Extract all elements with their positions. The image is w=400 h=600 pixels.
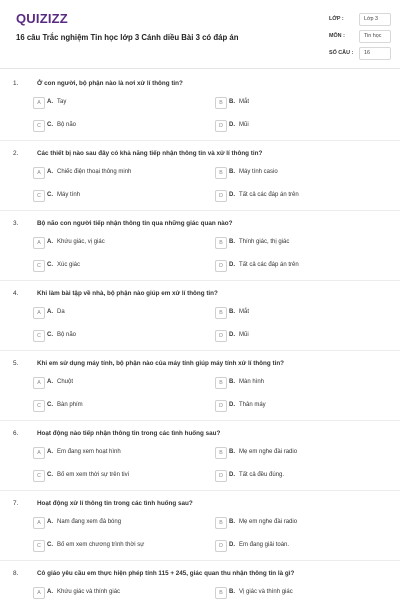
option-b[interactable] xyxy=(215,377,355,389)
option-d[interactable] xyxy=(215,260,355,272)
question-number: 8. xyxy=(13,570,19,577)
option-letter: D. xyxy=(229,402,235,408)
option-text: Nam đang xem đá bóng xyxy=(57,519,122,525)
option-b[interactable] xyxy=(215,167,355,179)
option-checkbox[interactable]: B xyxy=(215,167,227,179)
option-c[interactable] xyxy=(33,120,173,132)
option-checkbox[interactable]: C xyxy=(33,330,45,342)
option-text: Em đang xem hoạt hình xyxy=(57,449,121,455)
option-b[interactable] xyxy=(215,237,355,249)
question-divider xyxy=(0,280,400,281)
option-checkbox[interactable]: B xyxy=(215,237,227,249)
question-divider xyxy=(0,350,400,351)
option-letter: C. xyxy=(47,122,53,128)
option-c[interactable] xyxy=(33,540,173,552)
option-checkbox[interactable]: C xyxy=(33,400,45,412)
question-number: 4. xyxy=(13,290,19,297)
option-text: Khứu giác, vị giác xyxy=(57,239,105,245)
meta-subject xyxy=(326,30,390,44)
option-checkbox[interactable]: C xyxy=(33,190,45,202)
option-checkbox[interactable]: A xyxy=(33,447,45,459)
option-text: Bố em xem thời sự trên tivi xyxy=(57,472,129,478)
option-checkbox[interactable]: A xyxy=(33,237,45,249)
question-6 xyxy=(0,430,400,490)
option-letter: A. xyxy=(47,309,53,315)
option-text: Máy tính casio xyxy=(239,169,278,175)
option-letter: D. xyxy=(229,122,235,128)
question-8 xyxy=(0,570,400,600)
option-text: Mẹ em nghe đài radio xyxy=(239,519,298,525)
option-text: Mũi xyxy=(239,122,249,128)
question-text: Hoạt động xử lí thông tin trong các tình huống sau? xyxy=(37,500,193,507)
option-text: Mẹ em nghe đài radio xyxy=(239,449,298,455)
question-number: 1. xyxy=(13,80,19,87)
option-a[interactable] xyxy=(33,307,173,319)
option-checkbox[interactable]: A xyxy=(33,517,45,529)
question-number: 5. xyxy=(13,360,19,367)
option-c[interactable] xyxy=(33,330,173,342)
option-d[interactable] xyxy=(215,540,355,552)
question-7 xyxy=(0,500,400,560)
subject-label: MÔN : xyxy=(329,33,345,39)
option-a[interactable] xyxy=(33,167,173,179)
option-checkbox[interactable]: C xyxy=(33,540,45,552)
page-title: 16 câu Trắc nghiệm Tin học lớp 3 Cánh diều Bài 3 có đáp án xyxy=(16,33,239,42)
option-letter: B. xyxy=(229,169,235,175)
option-checkbox[interactable]: D xyxy=(215,400,227,412)
option-text: Tất cả các đáp án trên xyxy=(239,192,299,198)
question-divider xyxy=(0,490,400,491)
option-letter: C. xyxy=(47,472,53,478)
option-letter: A. xyxy=(47,449,53,455)
option-text: Em đang giải toán. xyxy=(239,542,290,548)
option-checkbox[interactable]: B xyxy=(215,517,227,529)
option-letter: C. xyxy=(47,332,53,338)
option-c[interactable] xyxy=(33,260,173,272)
option-text: Vị giác và thính giác xyxy=(239,589,293,595)
question-text: Bộ não con người tiếp nhận thông tin qua những giác quan nào? xyxy=(37,220,233,227)
option-d[interactable] xyxy=(215,190,355,202)
option-text: Chiếc điện thoại thông minh xyxy=(57,169,132,175)
option-letter: D. xyxy=(229,542,235,548)
option-letter: D. xyxy=(229,262,235,268)
meta-panel xyxy=(326,12,390,66)
option-text: Tất cả đều đúng. xyxy=(239,472,285,478)
option-letter: D. xyxy=(229,192,235,198)
option-c[interactable] xyxy=(33,190,173,202)
option-letter: D. xyxy=(229,332,235,338)
option-checkbox[interactable]: A xyxy=(33,377,45,389)
question-number: 6. xyxy=(13,430,19,437)
question-1 xyxy=(0,80,400,140)
count-field xyxy=(359,47,391,60)
option-checkbox[interactable]: A xyxy=(33,307,45,319)
option-letter: A. xyxy=(47,99,53,105)
meta-grade xyxy=(326,13,390,27)
option-text: Da xyxy=(57,309,65,315)
question-text: Ở con người, bộ phận nào là nơi xử lí thông tin? xyxy=(37,80,183,87)
question-4 xyxy=(0,290,400,350)
option-checkbox[interactable]: D xyxy=(215,190,227,202)
option-text: Thân máy xyxy=(239,402,266,408)
option-letter: C. xyxy=(47,402,53,408)
option-letter: B. xyxy=(229,519,235,525)
count-label: SỐ CÂU : xyxy=(329,50,354,56)
question-text: Khi làm bài tập về nhà, bộ phận nào giúp em xử lí thông tin? xyxy=(37,290,218,297)
option-checkbox[interactable]: C xyxy=(33,120,45,132)
option-text: Mắt xyxy=(239,99,250,105)
option-b[interactable] xyxy=(215,307,355,319)
option-letter: B. xyxy=(229,309,235,315)
question-divider xyxy=(0,420,400,421)
option-b[interactable] xyxy=(215,447,355,459)
page-header xyxy=(0,0,400,70)
option-checkbox[interactable]: C xyxy=(33,260,45,272)
option-text: Bàn phím xyxy=(57,402,83,408)
option-checkbox[interactable]: D xyxy=(215,330,227,342)
option-d[interactable] xyxy=(215,330,355,342)
option-checkbox[interactable]: A xyxy=(33,587,45,599)
quizizz-logo: QUIZIZZ xyxy=(16,11,68,26)
question-number: 3. xyxy=(13,220,19,227)
option-a[interactable] xyxy=(33,237,173,249)
option-text: Bộ não xyxy=(57,332,77,338)
option-letter: C. xyxy=(47,192,53,198)
option-checkbox[interactable]: B xyxy=(215,447,227,459)
question-number: 7. xyxy=(13,500,19,507)
option-checkbox[interactable]: C xyxy=(33,470,45,482)
grade-label: LỚP : xyxy=(329,16,344,22)
subject-field xyxy=(359,30,391,43)
option-checkbox[interactable]: B xyxy=(215,307,227,319)
option-c[interactable] xyxy=(33,400,173,412)
option-a[interactable] xyxy=(33,447,173,459)
question-text: Các thiết bị nào sau đây có khả năng tiếp nhận thông tin và xử lí thông tin? xyxy=(37,150,263,157)
option-text: Bố em xem chương trình thời sự xyxy=(57,542,145,548)
option-checkbox[interactable]: D xyxy=(215,120,227,132)
option-text: Mũi xyxy=(239,332,249,338)
option-checkbox[interactable]: D xyxy=(215,540,227,552)
question-divider xyxy=(0,140,400,141)
grade-value: Lớp 3 xyxy=(364,16,379,22)
question-3 xyxy=(0,220,400,280)
question-text: Cô giáo yêu cầu em thực hiện phép tính 115 + 245, giác quan thu nhận thông tin là gì? xyxy=(37,570,295,577)
option-letter: A. xyxy=(47,519,53,525)
option-letter: D. xyxy=(229,472,235,478)
option-text: Thính giác, thị giác xyxy=(239,239,290,245)
option-text: Xúc giác xyxy=(57,262,81,268)
option-checkbox[interactable]: D xyxy=(215,260,227,272)
option-d[interactable] xyxy=(215,400,355,412)
option-text: Bộ não xyxy=(57,122,77,128)
option-d[interactable] xyxy=(215,470,355,482)
subject-value: Tin học xyxy=(364,33,382,39)
question-divider xyxy=(0,560,400,561)
question-5 xyxy=(0,360,400,420)
option-checkbox[interactable]: B xyxy=(215,587,227,599)
header-divider xyxy=(0,68,400,69)
question-text: Khi em sử dụng máy tính, bộ phận nào của máy tính giúp máy tính xử lí thông tin? xyxy=(37,360,285,367)
option-checkbox[interactable]: B xyxy=(215,97,227,109)
option-letter: A. xyxy=(47,589,53,595)
option-text: Chuột xyxy=(57,379,74,385)
option-b[interactable] xyxy=(215,97,355,109)
question-text: Hoạt động nào tiếp nhận thông tin trong các tình huống sau? xyxy=(37,430,221,437)
option-checkbox[interactable]: D xyxy=(215,470,227,482)
option-text: Tay xyxy=(57,99,67,105)
option-text: Mắt xyxy=(239,309,250,315)
option-letter: A. xyxy=(47,239,53,245)
option-letter: C. xyxy=(47,542,53,548)
option-checkbox[interactable]: B xyxy=(215,377,227,389)
option-letter: B. xyxy=(229,99,235,105)
option-text: Máy tính xyxy=(57,192,81,198)
option-letter: B. xyxy=(229,379,235,385)
option-text: Khứu giác và thính giác xyxy=(57,589,121,595)
option-text: Tất cả các đáp án trên xyxy=(239,262,299,268)
question-2 xyxy=(0,150,400,210)
option-letter: C. xyxy=(47,262,53,268)
count-value: 16 xyxy=(364,50,370,56)
option-letter: A. xyxy=(47,169,53,175)
grade-field xyxy=(359,13,391,26)
option-checkbox[interactable]: A xyxy=(33,167,45,179)
option-c[interactable] xyxy=(33,470,173,482)
meta-question-count xyxy=(326,47,390,61)
option-letter: A. xyxy=(47,379,53,385)
option-a[interactable] xyxy=(33,587,173,599)
question-divider xyxy=(0,210,400,211)
question-number: 2. xyxy=(13,150,19,157)
option-a[interactable] xyxy=(33,377,173,389)
option-checkbox[interactable]: A xyxy=(33,97,45,109)
option-b[interactable] xyxy=(215,587,355,599)
option-text: Màn hình xyxy=(239,379,265,385)
option-letter: B. xyxy=(229,589,235,595)
option-b[interactable] xyxy=(215,517,355,529)
option-letter: B. xyxy=(229,239,235,245)
option-letter: B. xyxy=(229,449,235,455)
option-d[interactable] xyxy=(215,120,355,132)
option-a[interactable] xyxy=(33,517,173,529)
option-a[interactable] xyxy=(33,97,173,109)
